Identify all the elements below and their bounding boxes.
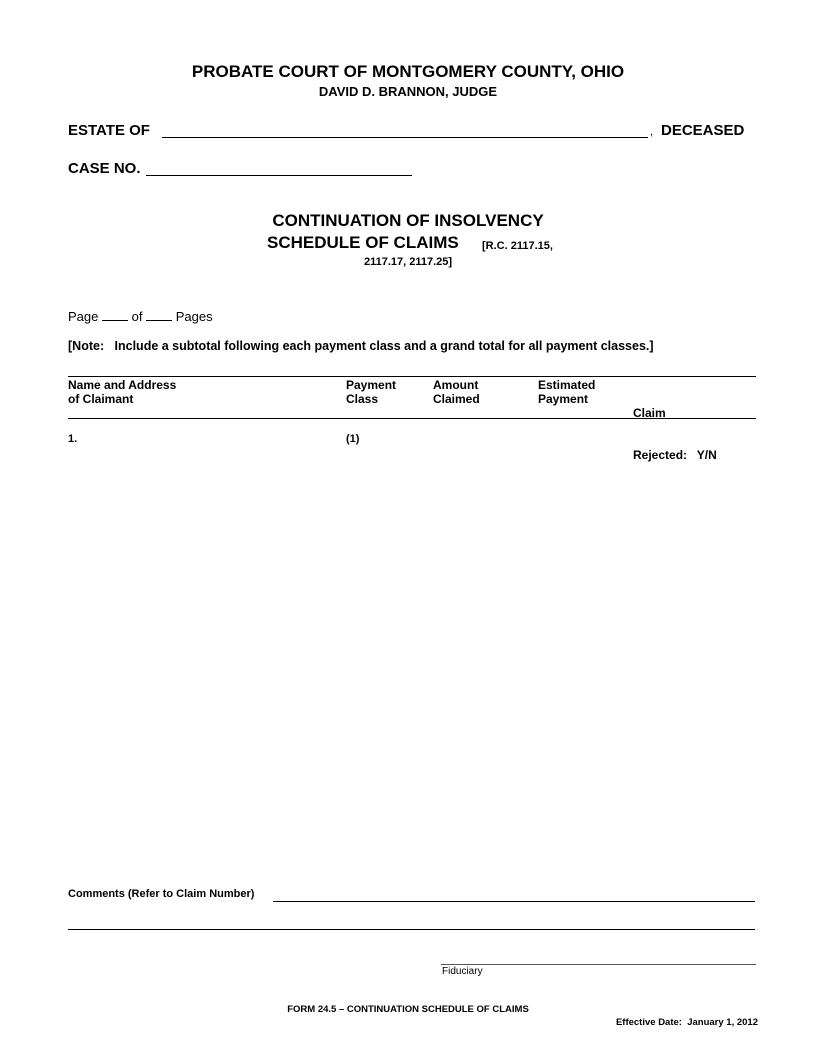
of-label: of bbox=[131, 309, 143, 324]
column-header-estimated-payment: Estimated Payment bbox=[538, 378, 596, 406]
comments-label: Comments (Refer to Claim Number) bbox=[68, 888, 255, 900]
pagination bbox=[68, 308, 213, 324]
table-top-rule bbox=[68, 376, 756, 377]
fiduciary-signature-line[interactable] bbox=[441, 964, 756, 965]
estate-label: ESTATE OF bbox=[68, 122, 150, 139]
table-header-rule bbox=[68, 418, 756, 419]
page-label: Page bbox=[68, 309, 99, 324]
claim-row-number: 1. bbox=[68, 433, 78, 445]
estate-comma: , bbox=[650, 126, 654, 138]
footer-form-name: FORM 24.5 – CONTINUATION SCHEDULE OF CLAIMS bbox=[287, 1004, 529, 1015]
column-header-amount-claimed: Amount Claimed bbox=[433, 378, 480, 406]
estate-name-field[interactable] bbox=[162, 122, 648, 138]
form-title-line2: SCHEDULE OF CLAIMS bbox=[267, 233, 459, 252]
judge-name: DAVID D. BRANNON, JUDGE bbox=[318, 84, 498, 99]
instruction-note: [Note: Include a subtotal following each payment class and a grand total for all payment classes.] bbox=[68, 339, 654, 353]
column-header-payment-class: Payment Class bbox=[346, 378, 397, 406]
column-header-claimant: Name and Address of Claimant bbox=[68, 378, 177, 406]
pages-label: Pages bbox=[175, 309, 213, 324]
page-number-field[interactable] bbox=[102, 308, 128, 321]
comments-second-line[interactable] bbox=[68, 929, 755, 930]
form-title-line1: CONTINUATION OF INSOLVENCY bbox=[272, 211, 544, 230]
case-number-label: CASE NO. bbox=[68, 160, 141, 177]
claim-row-payment-class: (1) bbox=[346, 433, 360, 445]
footer-effective-date: Effective Date: January 1, 2012 bbox=[615, 1017, 758, 1028]
comments-field[interactable] bbox=[273, 888, 755, 902]
total-pages-field[interactable] bbox=[146, 308, 172, 321]
court-title: PROBATE COURT OF MONTGOMERY COUNTY, OHIO bbox=[191, 62, 625, 81]
statute-citation-2: 2117.17, 2117.25] bbox=[363, 256, 453, 268]
deceased-label: DECEASED bbox=[661, 122, 745, 139]
column-header-claim-rejected: Claim Rejected: Y/N bbox=[633, 406, 717, 462]
case-number-field[interactable] bbox=[146, 160, 412, 176]
fiduciary-label: Fiduciary bbox=[442, 966, 483, 977]
statute-citation-1: [R.C. 2117.15, bbox=[482, 240, 553, 252]
